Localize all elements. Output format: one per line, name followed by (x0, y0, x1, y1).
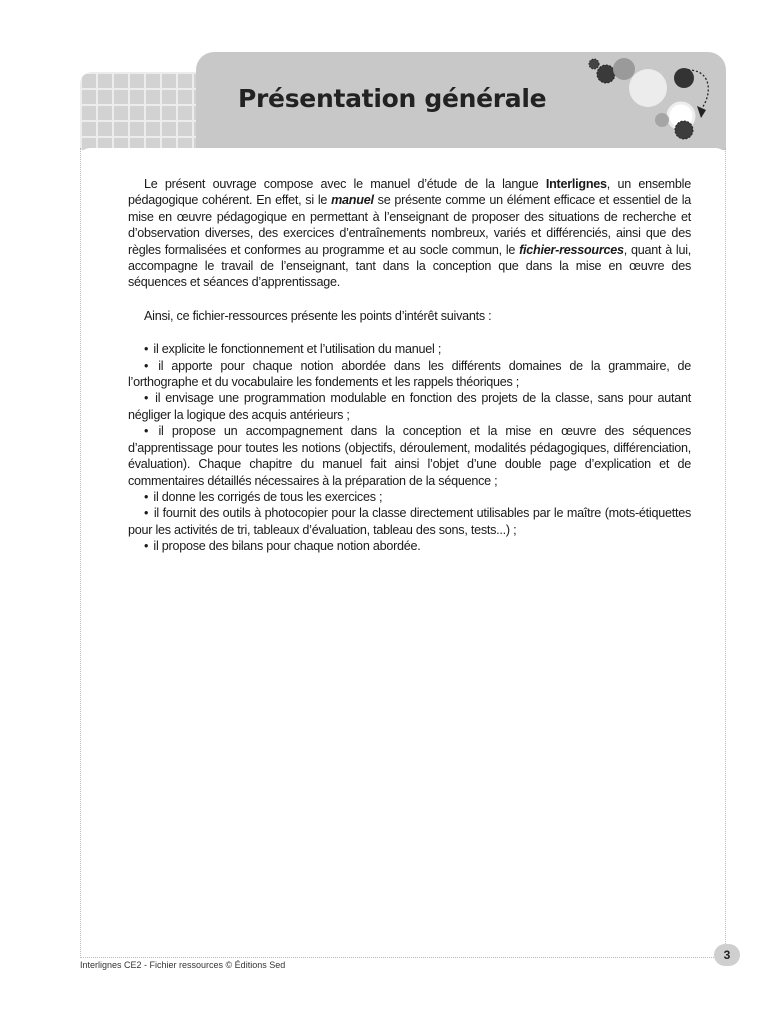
bubble-small-grey (655, 113, 669, 127)
bubble-dark-small (589, 59, 599, 69)
bubble-light-large (629, 69, 667, 107)
bubble-dark (597, 65, 615, 83)
list-item: • il apporte pour chaque notion abordée dans les différents domaines de la grammaire, de l’orthographe et du vocabulaire les fondements et les rappels théoriques ; (128, 358, 692, 390)
fichier-emphasis: fichier-ressources (519, 242, 624, 257)
body-text (128, 176, 691, 555)
page-title: Présentation générale (238, 84, 547, 113)
bubbles-decoration-icon (580, 54, 720, 148)
grid-tab-decoration (80, 72, 210, 150)
bubble-dark-right (674, 68, 694, 88)
list-item: • il envisage une programmation modulable en fonction des projets de la classe, sans pour autant négliger la logique des acquis antérieurs ; (128, 391, 692, 422)
page-number: 3 (714, 944, 740, 966)
intro-paragraph: Le présent ouvrage compose avec le manuel d’étude de la langue Interlignes, un ensemble pédagogique cohérent. En effet, si le manuel se présente comme un élément efficace et essentiel de la mise en œuvre pédagogique en permettant à l’enseignant de proposer des situations de recherche et d’observation diverses, des exercices d’entraînements nombreux, variés et différenciés, ainsi que des règles formalisées et conformes au programme et au socle commun, le fichier-ressources, quant à lui, accompagne le travail de l’enseignant, tant dans la conception que dans la mise en œuvre des séquences et séances d’apprentissage. (128, 177, 692, 290)
list-item: • il fournit des outils à photocopier pour la classe directement utilisables par le maître (mots-étiquettes pour les activités de tri, tableaux d’évaluation, tableau des sons, tests...) ; (128, 506, 691, 537)
bubble-grey (613, 58, 635, 80)
points-list (128, 341, 691, 554)
brand-name: Interlignes (545, 177, 607, 191)
manuel-emphasis: manuel (331, 193, 374, 208)
footer-credit: Interlignes CE2 - Fichier ressources © Éditions Sed (80, 960, 286, 970)
bubble-dark-bottom (675, 121, 693, 139)
points-intro: Ainsi, ce fichier-ressources présente les points d’intérêt suivants : (144, 308, 492, 323)
list-item: • il explicite le fonctionnement et l’utilisation du manuel ; (144, 342, 442, 357)
list-item: • il donne les corrigés de tous les exercices ; (144, 489, 383, 504)
list-item: • il propose des bilans pour chaque notion abordée. (144, 539, 421, 554)
list-item: • il propose un accompagnement dans la conception et la mise en œuvre des séquences d’apprentissage pour toutes les notions (objectifs, déroulement, modalités pédagogiques, différenciation, évaluation). Chaque chapitre du manuel fait ainsi l’objet d’une double page d’explication et de commentaires détaillés nécessaires à la préparation de la séquence ; (128, 424, 692, 488)
